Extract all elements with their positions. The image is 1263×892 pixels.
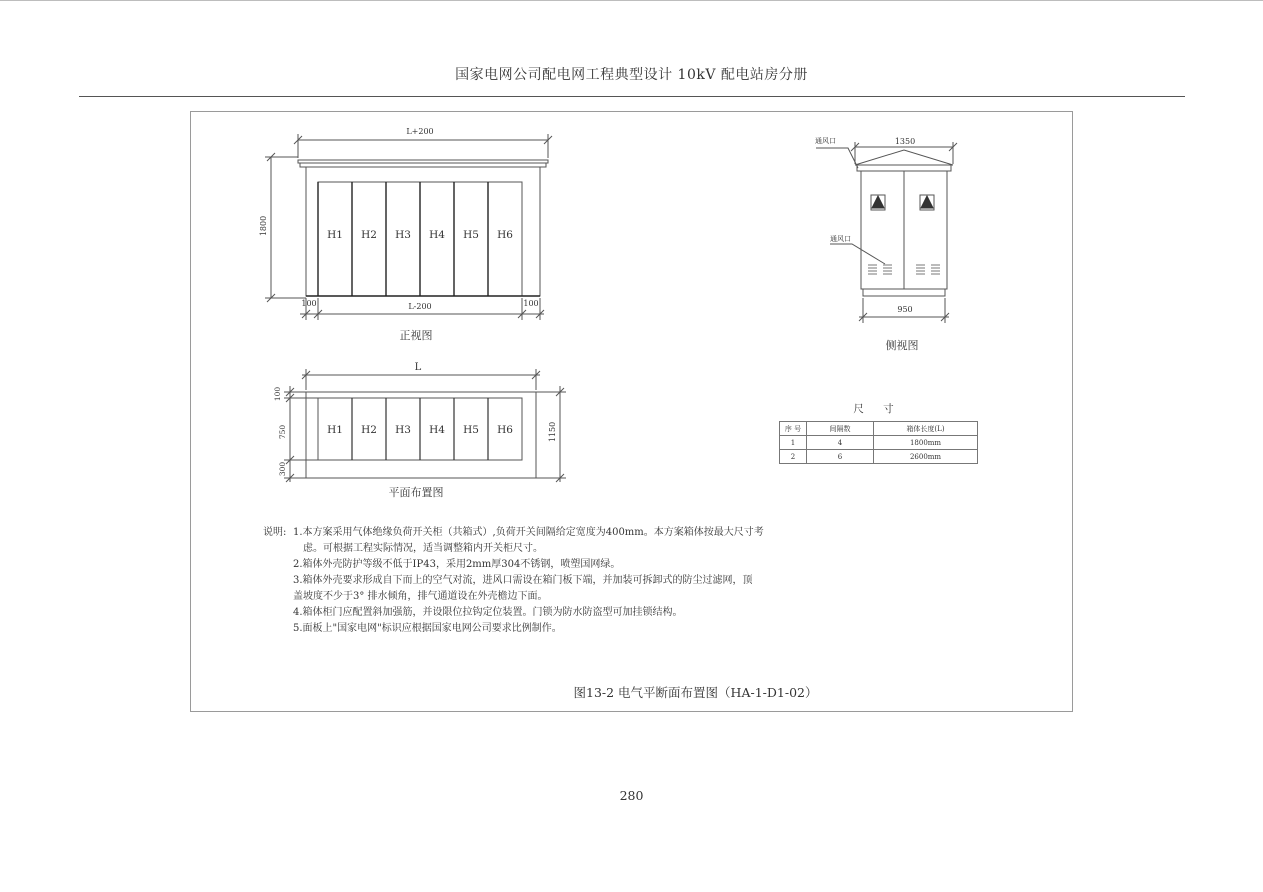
front-dim-height: 1800 — [259, 215, 268, 237]
note-line — [263, 589, 823, 605]
page-header: 国家电网公司配电网工程典型设计 10kV 配电站房分册 — [455, 67, 808, 83]
note-line — [263, 573, 823, 589]
notes-lead: 说明: — [263, 527, 287, 538]
table-row — [780, 450, 978, 464]
note-text: 2.箱体外壳防护等级不低于IP43，采用2mm厚304不锈钢，喷塑国网绿。 — [293, 559, 621, 570]
plan-panel-label: H2 — [361, 424, 377, 436]
side-base — [863, 289, 945, 296]
note-line — [263, 605, 823, 621]
note-line — [263, 557, 823, 573]
plan-view-caption: 平面布置图 — [388, 486, 444, 499]
table-header-cell: 序 号 — [780, 422, 807, 436]
notes-block — [263, 525, 823, 637]
note-text: 5.面板上"国家电网"标识应根据国家电网公司要求比例制作。 — [293, 623, 562, 634]
plan-dim-100: 100 — [273, 386, 282, 402]
vent-label-top: 通风口 — [815, 137, 836, 145]
plan-panel-label: H4 — [429, 424, 445, 436]
front-dim-right: 100 — [523, 299, 539, 308]
plan-panel-label: H3 — [395, 424, 411, 436]
plan-dim-300: 300 — [278, 461, 287, 477]
plan-panel-label: H5 — [463, 424, 479, 436]
front-dim-left: 100 — [301, 299, 317, 308]
warning-sign-icon — [872, 196, 884, 208]
front-panel-label: H2 — [361, 229, 377, 241]
note-text: 3.箱体外壳要求形成自下而上的空气对流，进风口需设在箱门板下端，并加装可拆卸式的防尘过滤网，顶 — [293, 575, 753, 586]
table-header-cell: 间隔数 — [807, 422, 874, 436]
side-view — [816, 142, 957, 323]
figure-caption: 图13-2 电气平断面布置图（HA-1-D1-02） — [573, 685, 818, 700]
table-cell: 1800mm — [874, 436, 978, 450]
table-cell: 2 — [780, 450, 807, 464]
note-line — [263, 525, 823, 541]
front-view-caption: 正视图 — [399, 329, 433, 342]
plan-panel-label: H1 — [327, 424, 343, 436]
table-cell: 1 — [780, 436, 807, 450]
front-panel-label: H4 — [429, 229, 445, 241]
front-panel-label: H5 — [463, 229, 479, 241]
note-text: 虑。可根据工程实际情况，适当调整箱内开关柜尺寸。 — [303, 543, 543, 554]
front-panel-label: H1 — [327, 229, 343, 241]
note-text: 盖坡度不少于3° 排水倾角，排气通道设在外壳檐边下面。 — [293, 591, 548, 602]
vent-leader-mid — [830, 244, 885, 264]
table-header-cell: 箱体长度(L) — [874, 422, 978, 436]
side-roof — [855, 150, 953, 165]
note-text: 1.本方案采用气体绝缘负荷开关柜（共箱式）,负荷开关间隔给定宽度为400mm。本方案箱体按最大尺寸考 — [293, 527, 764, 538]
plan-dim-top: L — [414, 362, 422, 373]
warning-sign-icon — [921, 196, 933, 208]
front-view-labels — [259, 127, 539, 342]
plan-dim-750: 750 — [278, 424, 287, 440]
size-table — [779, 421, 978, 464]
page-number: 280 — [619, 788, 644, 803]
note-line — [263, 621, 823, 637]
side-view-caption: 侧视图 — [885, 339, 919, 352]
front-panel-label: H3 — [395, 229, 411, 241]
front-panel-label: H6 — [497, 229, 513, 241]
side-roof-band — [857, 165, 951, 171]
plan-dim-1150: 1150 — [548, 421, 557, 443]
table-cell: 6 — [807, 450, 874, 464]
front-dim-mid: L-200 — [408, 302, 432, 311]
front-dim-top: L+200 — [406, 127, 434, 136]
note-text: 4.箱体柜门应配置斜加强筋，并设限位拉钩定位装置。门锁为防水防盗型可加挂锁结构。 — [293, 607, 683, 618]
side-dim-top: 1350 — [894, 137, 916, 146]
table-cell: 4 — [807, 436, 874, 450]
side-dim-bottom: 950 — [897, 305, 913, 314]
note-line — [263, 541, 823, 557]
table-row — [780, 436, 978, 450]
plan-panel-label: H6 — [497, 424, 513, 436]
front-view — [265, 134, 552, 320]
size-table-title: 尺 寸 — [853, 403, 902, 415]
table-header-row — [780, 422, 978, 436]
table-cell: 2600mm — [874, 450, 978, 464]
front-roof-eave — [300, 163, 546, 167]
vent-label-mid: 通风口 — [830, 235, 851, 243]
